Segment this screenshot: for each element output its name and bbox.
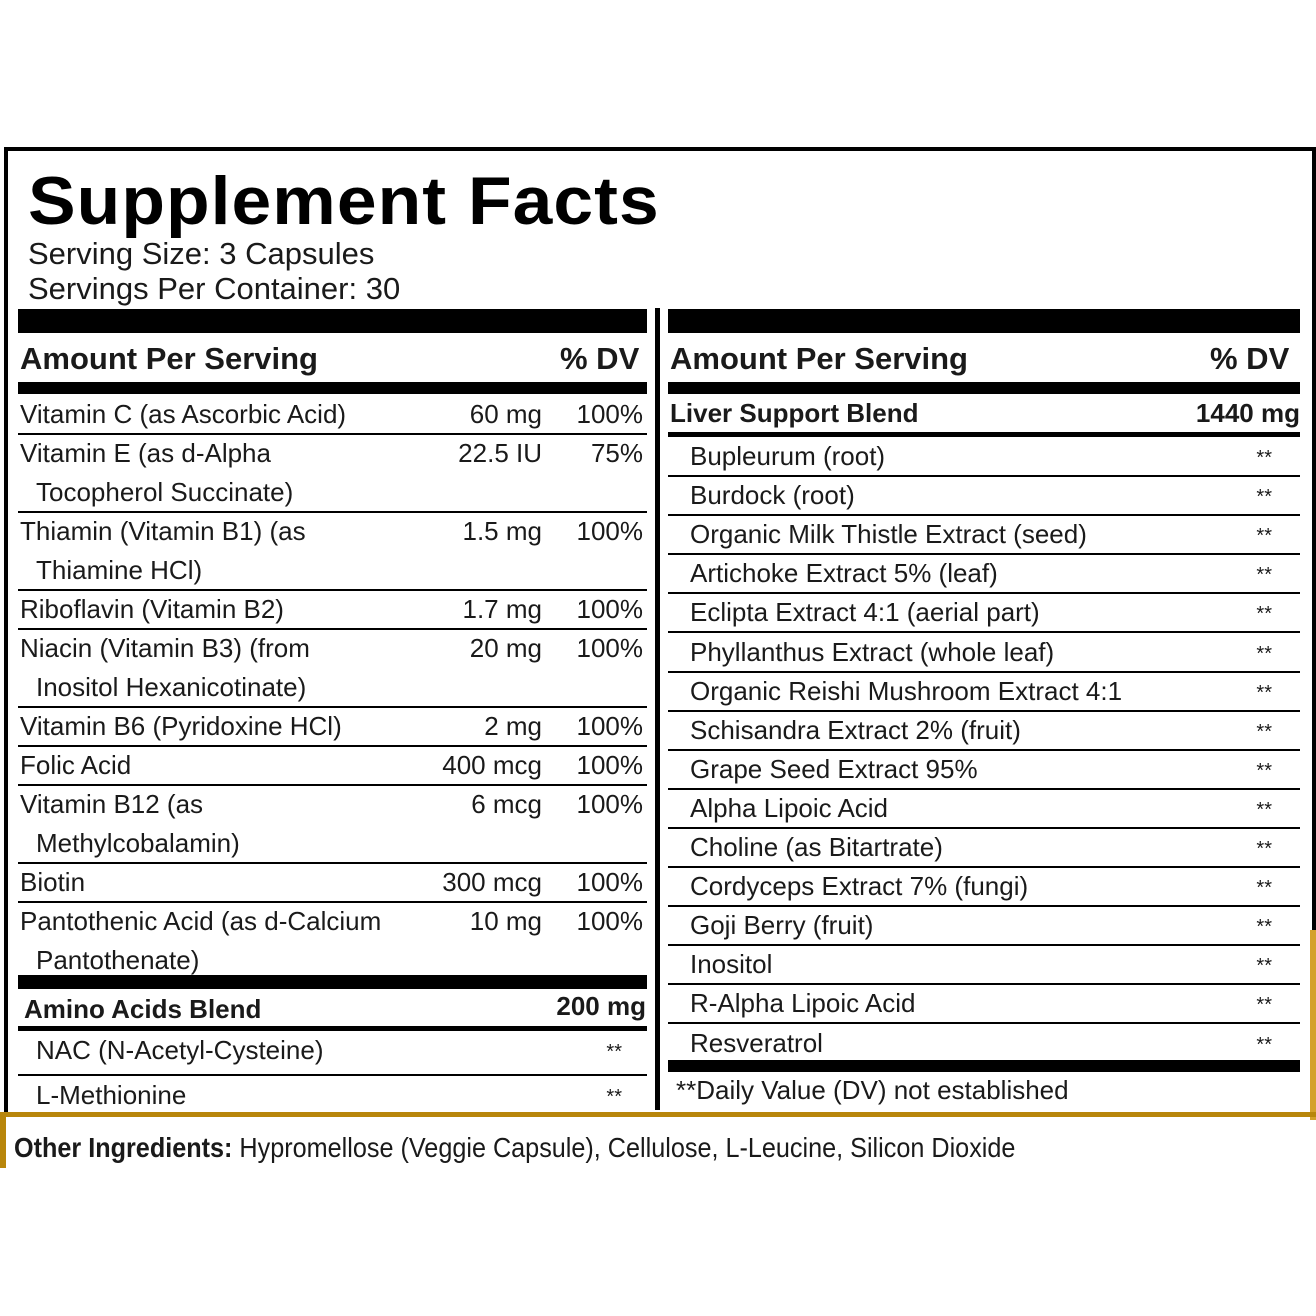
right-header-dv: % DV — [1210, 341, 1290, 376]
right-top-bar — [668, 309, 1300, 333]
left-header-dv: % DV — [560, 341, 640, 376]
nutrient-dv: 100% — [576, 750, 643, 780]
serving-size: Serving Size: 3 Capsules — [28, 236, 375, 271]
row-divider — [668, 788, 1300, 790]
blend-ingredient: Choline (as Bitartrate) — [690, 832, 943, 862]
right-bottom-bar — [668, 1060, 1300, 1072]
row-divider — [18, 511, 647, 513]
row-divider — [668, 671, 1300, 673]
blend-ingredient: L-Methionine — [36, 1080, 187, 1110]
nutrient-name-cont: Pantothenate) — [36, 945, 200, 975]
blend-ingredient: Inositol — [690, 949, 773, 980]
nutrient-amount: 60 mg — [469, 399, 542, 429]
blend-ingredient-dv: ** — [1256, 525, 1272, 548]
blend-ingredient-dv: ** — [1256, 447, 1272, 469]
blend-ingredient-dv: ** — [1256, 955, 1272, 978]
blend-ingredient-dv: ** — [1256, 798, 1272, 821]
row-divider — [18, 628, 647, 630]
blend-ingredient: Grape Seed Extract 95% — [690, 753, 978, 784]
nutrient-dv: 100% — [576, 594, 643, 624]
blend-ingredient-dv: ** — [1256, 642, 1272, 665]
nutrient-dv: 100% — [576, 399, 643, 429]
right-header-bar — [668, 382, 1300, 394]
nutrient-amount: 2 mg — [484, 711, 542, 741]
panel-title: Supplement Facts — [28, 163, 660, 239]
gold-edge-left — [0, 1112, 6, 1168]
row-divider — [668, 827, 1300, 829]
nutrient-name-cont: Tocopherol Succinate) — [36, 477, 294, 507]
nutrient-amount: 10 mg — [469, 906, 542, 936]
blend-ingredient: Eclipta Extract 4:1 (aerial part) — [690, 597, 1040, 628]
servings-per-container: Servings Per Container: 30 — [28, 271, 401, 306]
nutrient-name-cont: Thiamine HCl) — [36, 555, 203, 585]
left-top-bar — [18, 309, 647, 333]
left-blend-bar — [18, 975, 647, 989]
nutrient-dv: 100% — [576, 516, 643, 546]
nutrient-name: Vitamin B12 (as — [20, 789, 204, 819]
blend-ingredient: Cordyceps Extract 7% (fungi) — [690, 871, 1029, 902]
amino-blend-amount: 200 mg — [556, 991, 646, 1021]
row-divider — [668, 592, 1300, 594]
row-divider — [668, 944, 1300, 946]
nutrient-dv: 100% — [576, 789, 643, 819]
row-divider — [668, 631, 1300, 633]
blend-ingredient: Schisandra Extract 2% (fruit) — [690, 714, 1021, 745]
row-divider — [668, 553, 1300, 555]
nutrient-amount: 1.5 mg — [462, 516, 542, 546]
left-header-bar — [18, 382, 647, 394]
nutrient-name: Vitamin B6 (Pyridoxine HCl) — [20, 711, 342, 741]
nutrient-name: Vitamin C (as Ascorbic Acid) — [20, 399, 347, 429]
blend-ingredient: Alpha Lipoic Acid — [690, 792, 889, 823]
row-divider — [18, 589, 647, 591]
other-ingredients — [14, 1128, 1015, 1168]
liver-blend-amount: 1440 mg — [1195, 398, 1300, 428]
nutrient-dv: 100% — [576, 711, 643, 741]
blend-ingredient-dv: ** — [1256, 564, 1272, 587]
blend-ingredient-dv: ** — [606, 1086, 622, 1108]
row-divider — [668, 514, 1300, 516]
row-divider — [18, 1074, 647, 1076]
blend-ingredient-dv: ** — [1256, 994, 1272, 1017]
nutrient-amount: 400 mcg — [442, 750, 542, 780]
nutrient-name: Riboflavin (Vitamin B2) — [20, 594, 284, 624]
amino-blend-underline — [18, 1026, 647, 1031]
dv-footnote: **Daily Value (DV) not established — [676, 1075, 1069, 1105]
blend-ingredient: Goji Berry (fruit) — [690, 910, 874, 941]
blend-ingredient-dv: ** — [1256, 603, 1272, 626]
nutrient-amount: 20 mg — [469, 633, 542, 663]
nutrient-name: Thiamin (Vitamin B1) (as — [20, 516, 306, 546]
row-divider — [18, 901, 647, 903]
nutrient-amount: 6 mcg — [471, 789, 542, 819]
nutrient-name: Niacin (Vitamin B3) (from — [20, 633, 310, 663]
gold-edge-bottom — [0, 1112, 1316, 1117]
blend-ingredient-dv: ** — [1256, 1033, 1272, 1056]
blend-ingredient-dv: ** — [606, 1041, 622, 1063]
blend-ingredient: Artichoke Extract 5% (leaf) — [690, 558, 998, 589]
nutrient-amount: 1.7 mg — [462, 594, 542, 624]
blend-ingredient: Organic Reishi Mushroom Extract 4:1 — [690, 675, 1123, 706]
other-ingredients-text: Hypromellose (Veggie Capsule), Cellulose, L-Leucine, Silicon Dioxide — [232, 1132, 1016, 1163]
row-divider — [668, 905, 1300, 907]
nutrient-dv: 100% — [576, 867, 643, 897]
nutrient-name: Vitamin E (as d-Alpha — [20, 438, 271, 468]
blend-ingredient: Burdock (root) — [690, 480, 855, 511]
nutrient-name-cont: Methylcobalamin) — [36, 828, 240, 858]
nutrient-amount: 22.5 IU — [458, 438, 542, 468]
row-divider — [668, 475, 1300, 477]
blend-ingredient: Bupleurum (root) — [690, 441, 886, 471]
blend-ingredient-dv: ** — [1256, 838, 1272, 860]
blend-ingredient-dv: ** — [1256, 759, 1272, 782]
nutrient-dv: 100% — [576, 906, 643, 936]
nutrient-name: Biotin — [20, 867, 86, 897]
blend-ingredient-dv: ** — [1256, 877, 1272, 900]
other-ingredients-label: Other Ingredients: — [14, 1132, 233, 1163]
right-header-amount: Amount Per Serving — [670, 341, 968, 376]
gold-edge-right — [1310, 930, 1316, 1120]
blend-ingredient: Phyllanthus Extract (whole leaf) — [690, 636, 1055, 667]
blend-ingredient: Organic Milk Thistle Extract (seed) — [690, 519, 1087, 550]
nutrient-dv: 75% — [590, 438, 643, 468]
column-divider — [655, 308, 660, 1110]
nutrient-name-cont: Inositol Hexanicotinate) — [36, 672, 307, 702]
liver-blend-underline — [668, 432, 1300, 437]
row-divider — [18, 862, 647, 864]
row-divider — [18, 706, 647, 708]
liver-blend-name: Liver Support Blend — [670, 398, 919, 428]
row-divider — [668, 1022, 1300, 1024]
blend-ingredient: NAC (N-Acetyl-Cysteine) — [36, 1035, 324, 1065]
blend-ingredient-dv: ** — [1256, 486, 1272, 509]
row-divider — [18, 745, 647, 747]
nutrient-name: Folic Acid — [20, 750, 132, 780]
row-divider — [18, 784, 647, 786]
blend-ingredient: Resveratrol — [690, 1027, 823, 1058]
blend-ingredient-dv: ** — [1256, 916, 1272, 939]
row-divider — [668, 749, 1300, 751]
row-divider — [668, 710, 1300, 712]
row-divider — [668, 866, 1300, 868]
nutrient-name: Pantothenic Acid (as d-Calcium — [20, 906, 382, 936]
nutrient-amount: 300 mcg — [442, 867, 542, 897]
blend-ingredient-dv: ** — [1256, 720, 1272, 743]
nutrient-dv: 100% — [576, 633, 643, 663]
row-divider — [668, 983, 1300, 985]
blend-ingredient-dv: ** — [1256, 681, 1272, 704]
blend-ingredient: R-Alpha Lipoic Acid — [690, 988, 916, 1019]
row-divider — [18, 433, 647, 435]
left-header-amount: Amount Per Serving — [20, 341, 318, 376]
amino-blend-name: Amino Acids Blend — [24, 994, 262, 1024]
